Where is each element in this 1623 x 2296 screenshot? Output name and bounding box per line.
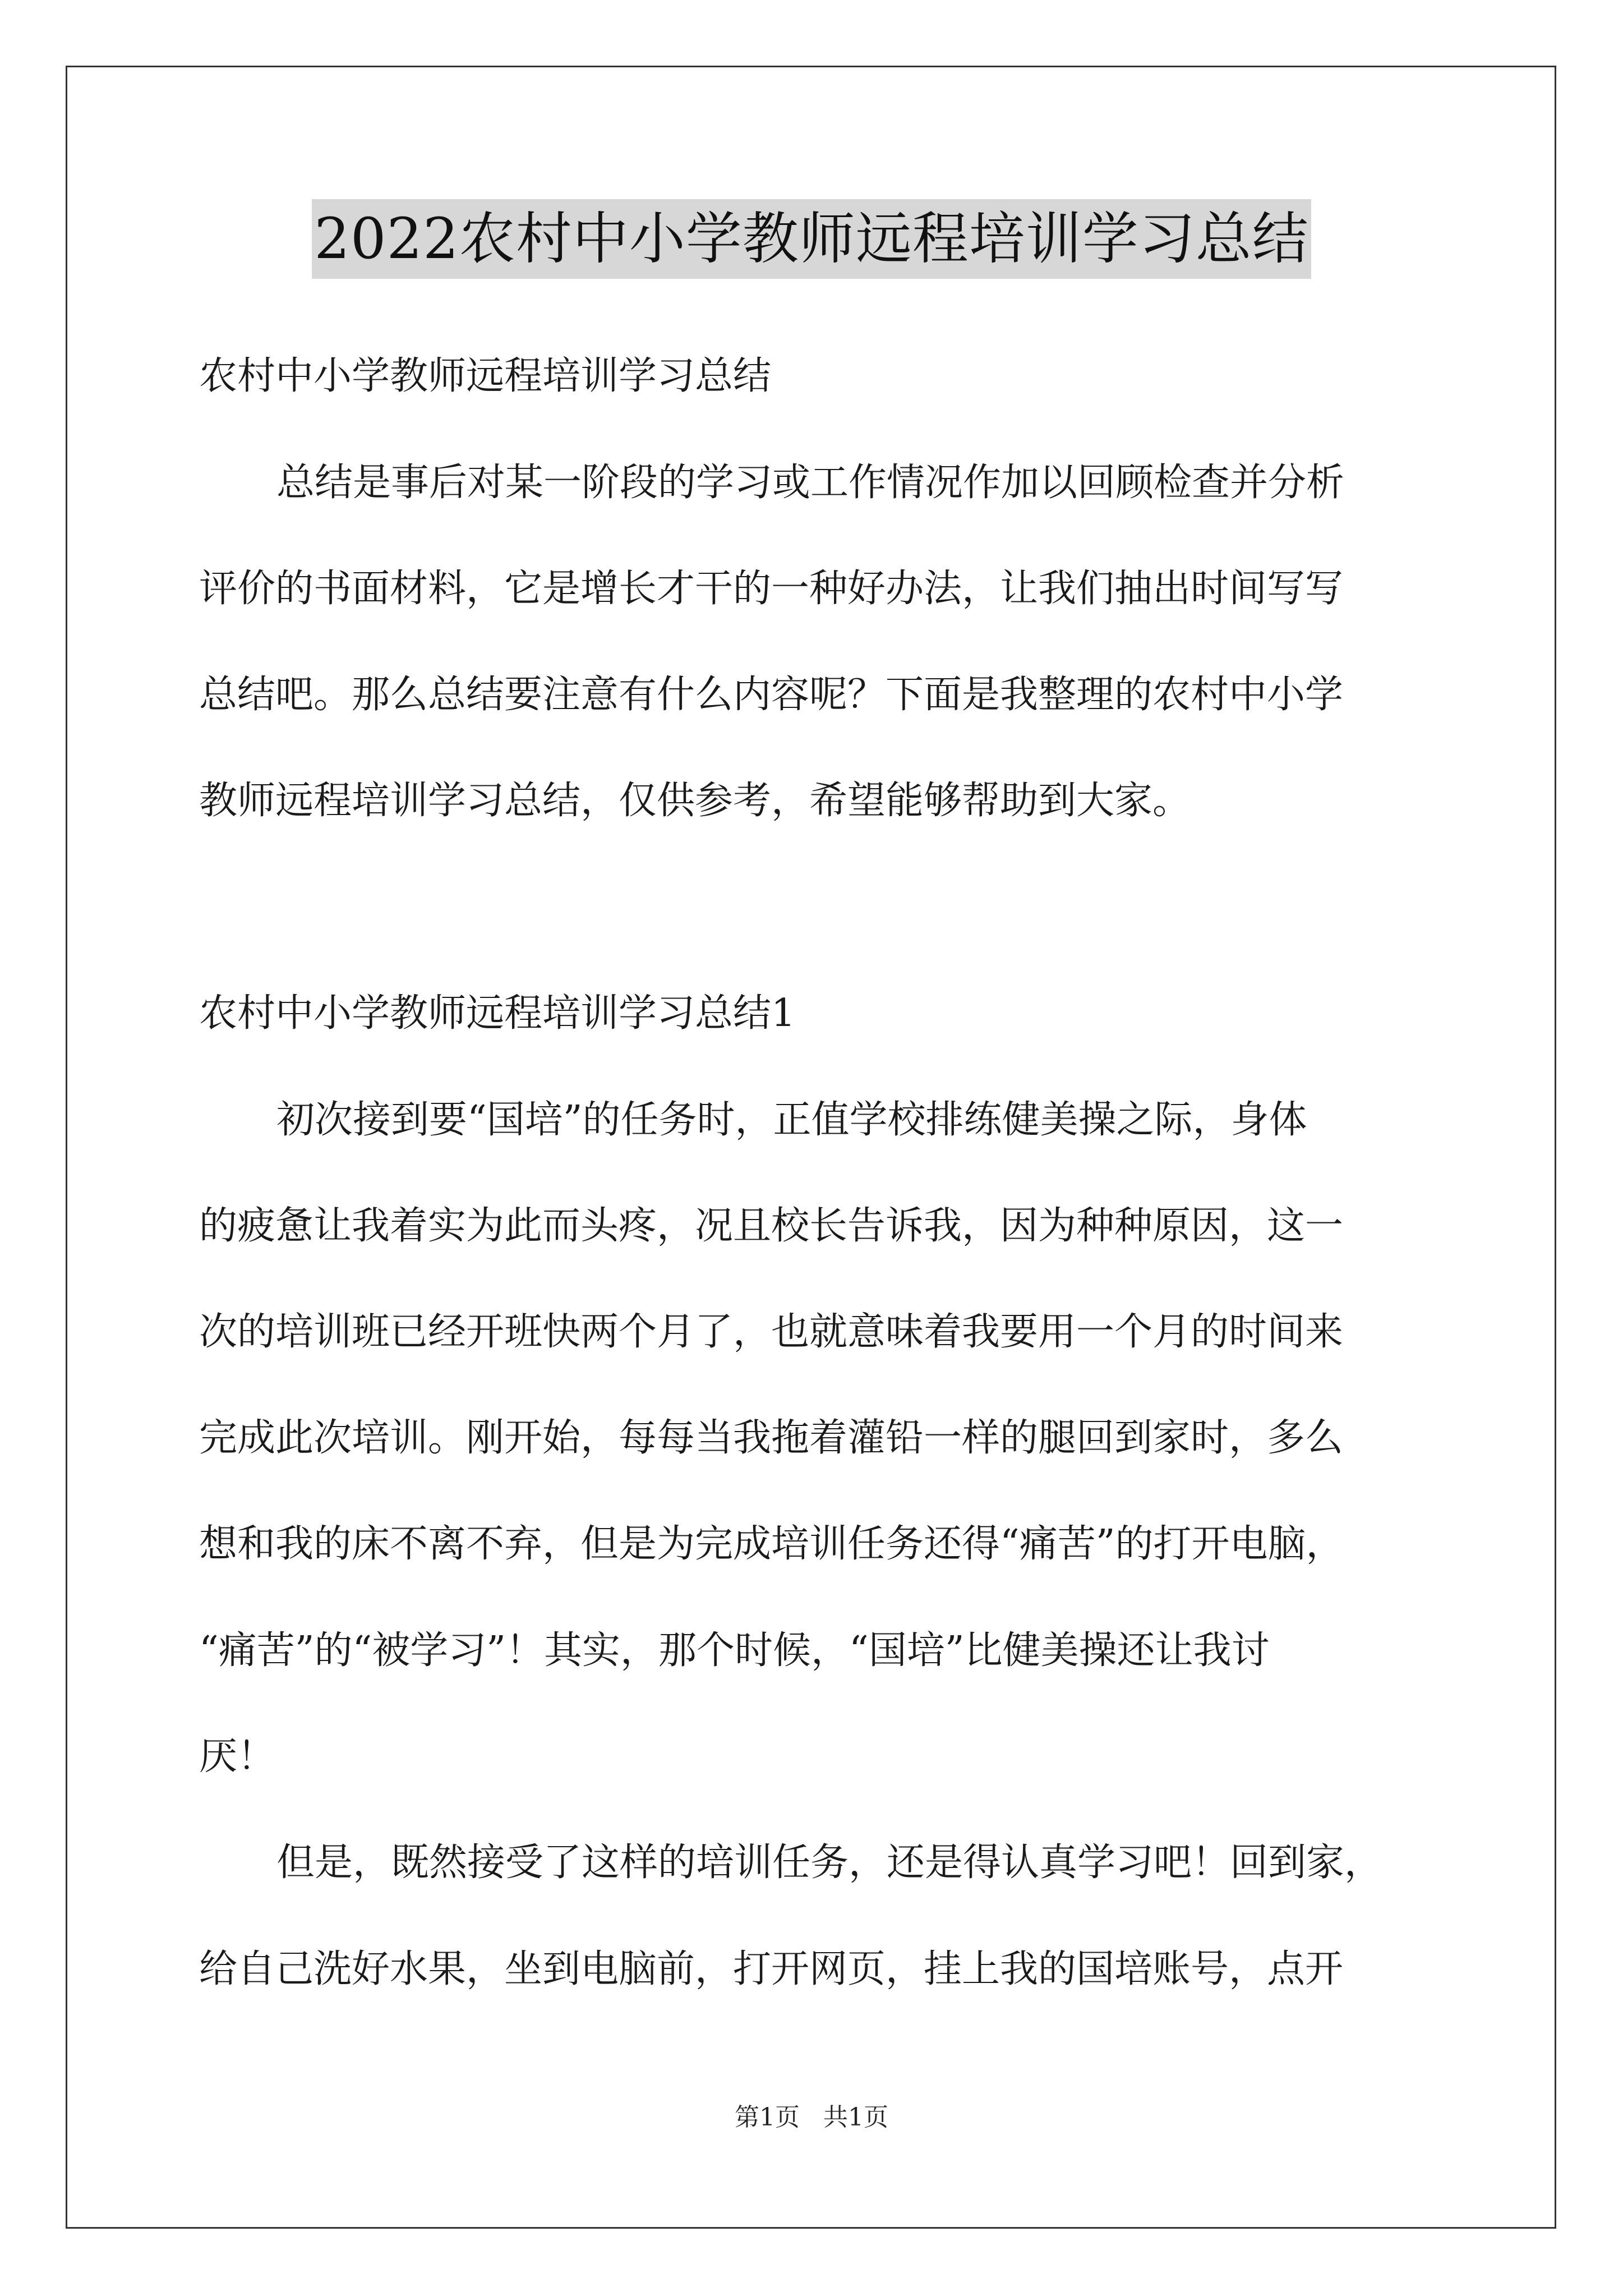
intro-line-1: 总结是事后对某一阶段的学习或工作情况作加以回顾检查并分析 (276, 461, 1345, 505)
document-subtitle: 农村中小学教师远程培训学习总结 (199, 354, 772, 398)
para1-line-5: 想和我的床不离不弃，但是为完成培训任务还得“痛苦”的打开电脑， (199, 1522, 1344, 1566)
page-footer (0, 2101, 1623, 2134)
document-title: 2022农村中小学教师远程培训学习总结 (312, 199, 1311, 279)
intro-line-4: 教师远程培训学习总结，仅供参考，希望能够帮助到大家。 (199, 779, 1191, 823)
para1-line-3: 次的培训班已经开班快两个月了，也就意味着我要用一个月的时间来 (199, 1310, 1344, 1354)
page-number: 第1页 (735, 2103, 800, 2132)
para2-line-2: 给自己洗好水果，坐到电脑前，打开网页，挂上我的国培账号，点开 (199, 1947, 1344, 1991)
para1-line-1: 初次接到要“国培”的任务时，正值学校排练健美操之际，身体 (276, 1098, 1307, 1142)
para1-line-6: “痛苦”的“被学习”！其实，那个时候，“国培”比健美操还让我讨 (199, 1628, 1270, 1673)
page-total: 共1页 (823, 2103, 888, 2132)
intro-line-2: 评价的书面材料，它是增长才干的一种好办法，让我们抽出时间写写 (199, 567, 1344, 611)
para2-line-1: 但是，既然接受了这样的培训任务，还是得认真学习吧！回到家， (276, 1841, 1383, 1885)
title-wrap (0, 199, 1623, 279)
para1-line-4: 完成此次培训。刚开始，每每当我拖着灌铅一样的腿回到家时，多么 (199, 1416, 1344, 1460)
intro-line-3: 总结吧。那么总结要注意有什么内容呢？下面是我整理的农村中小学 (199, 673, 1344, 717)
para1-line-2: 的疲惫让我着实为此而头疼，况且校长告诉我，因为种种原因，这一 (199, 1204, 1344, 1248)
para1-line-7: 厌！ (199, 1734, 276, 1779)
section-heading: 农村中小学教师远程培训学习总结1 (199, 991, 796, 1036)
